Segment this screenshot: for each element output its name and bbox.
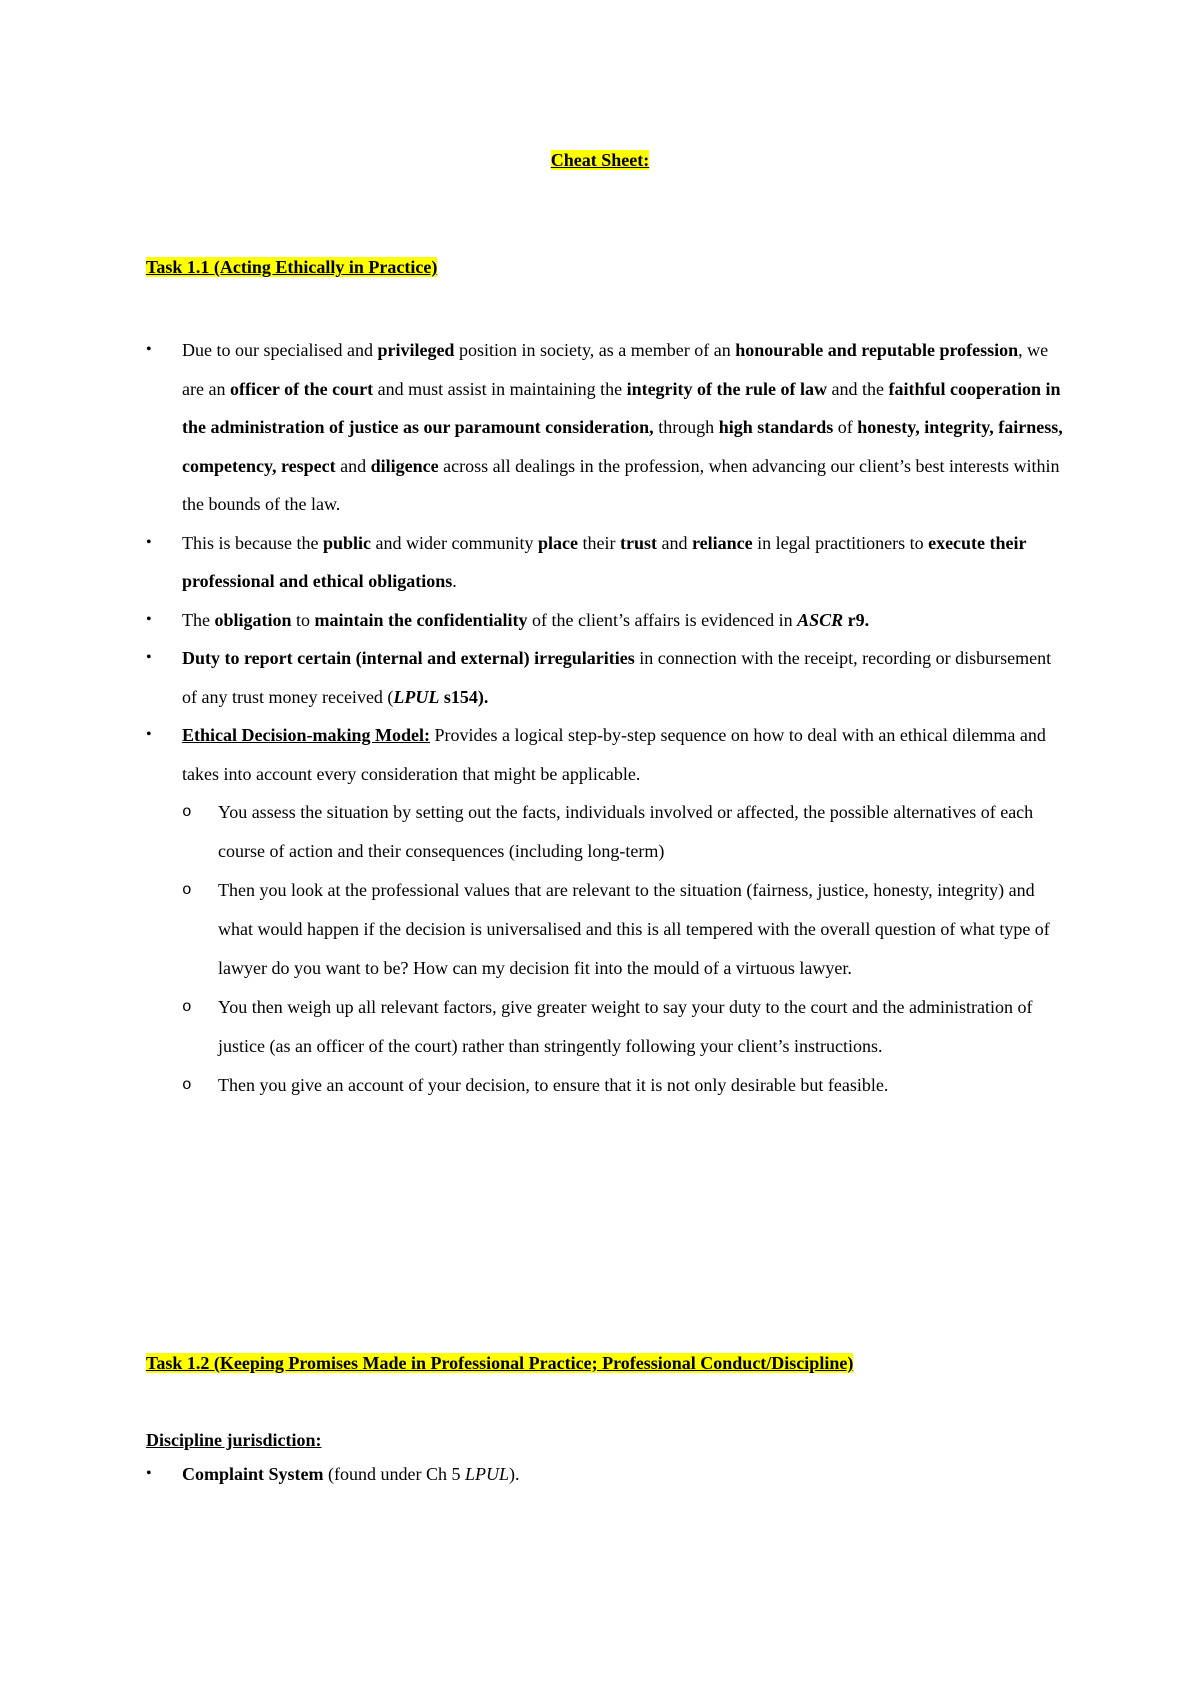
bullet-item-confidentiality bbox=[146, 601, 1066, 640]
text-run-bold: trust bbox=[619, 532, 657, 553]
sub-list-item bbox=[146, 1066, 1066, 1105]
text-run-bold: place bbox=[537, 532, 578, 553]
bullet-item-ethical-model bbox=[146, 716, 1066, 1105]
text-run: and the bbox=[827, 378, 889, 399]
text-run: and bbox=[335, 455, 371, 476]
text-run: and bbox=[656, 532, 692, 553]
text-run-bold: honourable and reputable profession bbox=[735, 340, 1019, 360]
text-run-bold: competency, respect bbox=[182, 455, 336, 476]
text-run: The bbox=[182, 609, 215, 630]
discipline-jurisdiction-text: Discipline jurisdiction: bbox=[146, 1430, 322, 1450]
text-run-bold-italic: ASCR bbox=[797, 609, 844, 630]
text-run: through bbox=[653, 417, 719, 437]
bullet-symbol: • bbox=[146, 610, 152, 628]
bullet-symbol: • bbox=[146, 1465, 152, 1482]
text-run-italic: LPUL bbox=[465, 1464, 510, 1484]
text-run-bold: r9. bbox=[843, 609, 870, 630]
text-run-bold: s154). bbox=[439, 686, 489, 707]
ethical-model-sub-list bbox=[146, 793, 1066, 1105]
text-run-bold: honesty, integrity, fairness, bbox=[857, 417, 1063, 437]
text-run: position in society, as a member of an bbox=[454, 340, 736, 360]
sub-bullet-symbol: o bbox=[182, 881, 192, 899]
text-run: in legal practitioners to bbox=[752, 532, 929, 553]
sub-bullet-symbol: o bbox=[182, 1076, 192, 1094]
text-run-bold-italic: LPUL bbox=[393, 686, 440, 707]
text-run-bold: execute their professional and ethical obligations bbox=[182, 532, 1027, 591]
text-run: . bbox=[452, 571, 457, 591]
text-run: Provides a logical step-by-step sequence on how to deal with an ethical dilemma and takes into account every consideration that might be applicable. bbox=[182, 725, 1046, 784]
text-run-bold-underline: Ethical Decision-making Model: bbox=[182, 725, 430, 745]
text-run: , we are an bbox=[182, 340, 1049, 399]
sub-item-text: Then you look at the professional values that are relevant to the situation (fairness, justice, honesty, integrity) and what would happen if the decision is universalised and this is all tempered with the overall question of what type of lawyer do you want to be? How can my decision fit into the mould of a virtuous lawyer. bbox=[218, 880, 1050, 978]
text-run: ). bbox=[509, 1464, 520, 1484]
sub-bullet-symbol: o bbox=[182, 803, 192, 821]
sub-item-text: Then you give an account of your decision, to ensure that it is not only desirable but feasible. bbox=[218, 1075, 889, 1095]
text-run-bold: Complaint System bbox=[182, 1464, 324, 1484]
task-1-1-heading-text: Task 1.1 (Acting Ethically in Practice) bbox=[146, 257, 438, 277]
text-run-bold: faithful cooperation in the administration of justice as our paramount consideration, bbox=[182, 378, 1061, 437]
text-run: (found under Ch 5 bbox=[323, 1464, 465, 1484]
text-run: across all dealings in the profession, when advancing our client’s best interests within the bounds of the law. bbox=[182, 455, 1060, 514]
text-run-bold: privileged bbox=[377, 340, 455, 360]
bullet-item-public-trust bbox=[146, 524, 1066, 601]
text-run: of the client’s affairs is evidenced in bbox=[527, 609, 798, 630]
task-1-2-heading bbox=[146, 1349, 853, 1377]
text-run-bold: officer of the court bbox=[229, 378, 374, 399]
sub-item-text: You then weigh up all relevant factors, give greater weight to say your duty to the court and the administration of justice (as an officer of the court) rather than stringently following your client’s instructions. bbox=[218, 997, 1033, 1056]
bullet-item-duty-to-report bbox=[146, 639, 1066, 716]
bullet-symbol: • bbox=[146, 726, 152, 743]
text-run: in connection with the receipt, recording or disbursement of any trust money received ( bbox=[182, 648, 1052, 707]
text-run: and wider community bbox=[371, 532, 538, 553]
text-run-bold: public bbox=[322, 532, 371, 553]
page-title bbox=[0, 146, 1200, 174]
bullet-item-complaint-system bbox=[146, 1455, 1066, 1494]
text-run-bold: high standards bbox=[718, 417, 834, 437]
task-1-2-bullet-list bbox=[146, 1455, 1066, 1494]
title-text: Cheat Sheet: bbox=[550, 150, 650, 170]
bullet-symbol: • bbox=[146, 649, 152, 666]
text-run-bold: Duty to report certain (internal and external) irregularities bbox=[182, 648, 635, 668]
task-1-2-heading-text: Task 1.2 (Keeping Promises Made in Professional Practice; Professional Conduct/Discipline) bbox=[146, 1353, 854, 1373]
text-run-bold: maintain the confidentiality bbox=[314, 609, 528, 630]
task-1-1-heading bbox=[146, 253, 437, 281]
task-1-1-bullet-list bbox=[146, 331, 1066, 1105]
sub-list-item bbox=[146, 793, 1066, 871]
text-run: Due to our specialised and bbox=[182, 340, 378, 360]
text-run: and must assist in maintaining the bbox=[373, 378, 627, 399]
discipline-jurisdiction-heading bbox=[146, 1426, 322, 1454]
text-run-bold: reliance bbox=[691, 532, 753, 553]
text-run-bold: integrity of the rule of law bbox=[626, 378, 828, 399]
text-run: their bbox=[577, 532, 620, 553]
sub-list-item bbox=[146, 871, 1066, 988]
sub-list-item bbox=[146, 988, 1066, 1066]
bullet-symbol: • bbox=[146, 341, 152, 358]
sub-bullet-symbol: o bbox=[182, 998, 192, 1016]
text-run: This is because the bbox=[182, 532, 323, 553]
text-run-bold: diligence bbox=[370, 455, 439, 476]
text-run: of bbox=[833, 417, 858, 437]
bullet-symbol: • bbox=[146, 533, 152, 551]
bullet-item-duty bbox=[146, 331, 1066, 524]
text-run: to bbox=[291, 609, 315, 630]
text-run-bold: obligation bbox=[214, 609, 292, 630]
sub-item-text: You assess the situation by setting out the facts, individuals involved or affected, the possible alternatives of each course of action and their consequences (including long-term) bbox=[218, 802, 1034, 861]
